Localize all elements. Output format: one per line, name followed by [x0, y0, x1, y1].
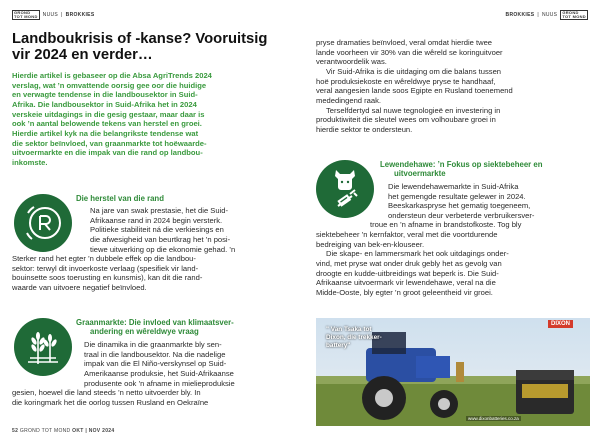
grain-paragraph: gesien, hoewel die land steeds ’n netto uitvoerder bly. In die koringmark het die oorlog tussen Rusland en Oekraïne [12, 388, 209, 407]
header-separator-right: | [537, 12, 539, 18]
footer-issue: OKT | NOV 2024 [72, 428, 115, 434]
article-intro: Hierdie artikel is gebaseer op die Absa AgriTrends 2024 verslag, wat ’n omvattende oorsig gee oor die huidige en verwagte tendense in die landbousektor in Suid- Afrika. Die landbousektor in Suid-Afrika het in 2024 verskeie uitdagings in die gesig gestaar, maar daar is ook ’n aantal belowende tekens van herstel en groei. Hierdie artikel kyk na die belangrikste tendense wat die sektor beïnvloed, van graanmarkte tot hoëwaarde- uitvoermarkte en die impak van die rand op landbou- inkomste. [12, 71, 212, 167]
wheat-icon [14, 318, 72, 376]
continued-paragraph: pryse dramaties beïnvloed, veral omdat hierdie twee lande voorheen vir 30% van die wêreld se koringuitvoer verantwoordelik was. Vir Suid-Afrika is die uitdaging om die balans tussen hoë produksiekoste en wêreldwye pryse te handhaaf, veral aangesien lande soos Egipte en Rusland toenemend mededingend raak. Terselfdertyd sal nuwe tegnologieë en investering in produktiwiteit die sleutel wees om volhoubare groei in hierdie sektor te ondersteun. [316, 38, 513, 134]
section-label-nuus-right: NUUS [541, 12, 558, 18]
grain-paragraph-indented: Die dinamika in die graanmarkte bly sen- traal in die landbousektor. Na die nadelige impak van die El Niño-verskynsel op Suid- Amerikaanse produksie, het Suid-Afrikaanse produsente ook ’n afname in mielieproduksie [84, 340, 235, 388]
section-heading-livestock: Lewendehawe: ’n Fokus op siektebeheer en uitvoermarkte [380, 160, 543, 178]
section-label-brokkies-right: BROKKIES [505, 12, 535, 18]
section-label-brokkies: BROKKIES [65, 12, 95, 18]
footer-magazine-name: GROND TOT MOND [19, 428, 71, 434]
header-separator: | [61, 12, 63, 18]
header-left [12, 10, 94, 20]
magazine-logo: GROND TOT MOND [14, 10, 38, 19]
livestock-paragraph-indented: Die lewendehawemarkte in Suid-Afrika het gemengde resultate gelewer in 2024. Beeskarkaspryse het gematig toegeneem, ondersteun deur verbeterde verbruikersver- [388, 182, 535, 220]
dixon-logo: DIXON [548, 320, 573, 328]
livestock-paragraph-line5: troue en ’n afname in brandstofkoste. Tog bly [370, 220, 522, 229]
section-label-nuus: NUUS [42, 12, 59, 18]
section-heading-rand: Die herstel van die rand [76, 194, 164, 203]
article-title: Landboukrisis of -kanse? Vooruitsig vir 2024 en verder… [12, 31, 268, 63]
tractor-photo [316, 318, 590, 426]
livestock-paragraph: siektebeheer ’n kernfaktor, veral met die voortdurende bedreiging van bek-en-klouseer. Die skape- en lammersmark het ook uitdagings onder- vind, met pryse wat onder druk gebly het as gevolg van droogte en kudde-uitbreidings wat beperk is. Die Suid- Afrikaanse uitvoermark vir lewendehawe, veral na die Midde-Ooste, bly egter ’n groot geleentheid vir groei. [316, 230, 509, 297]
header-right [506, 10, 588, 20]
section-heading-grain: Graanmarkte: Die invloed van klimaatsver- andering en wêreldwye vraag [76, 318, 234, 336]
page-number: 52 [12, 428, 19, 434]
rand-paragraph: Sterker rand het egter ’n dubbele effek op die landbou- sektor: terwyl dit invoerkoste verlaag (spesifiek vir land- bouinsette soos toerusting en kunsmis), kan dit die rand- waarde van uitvoere negatief beïnvloed. [12, 254, 203, 292]
photo-url-tag: www.dixonbatteries.co.za [468, 416, 519, 421]
livestock-icon [316, 160, 374, 218]
photo-quote: " Van Tsaka tot Dixon, die trekker- battery" [326, 326, 382, 349]
rand-paragraph-indented: Na jare van swak prestasie, het die Suid- Afrikaanse rand in 2024 begin versterk. Politieke stabiliteit ná die verkiesings en die afwesigheid van beurtkrag het ’n posi- tiewe uitwerking op die ekonomie gehad. ’n [90, 206, 236, 254]
rand-icon [14, 194, 72, 252]
page-footer [12, 428, 114, 434]
magazine-logo-right: GROND TOT MOND [562, 10, 586, 19]
